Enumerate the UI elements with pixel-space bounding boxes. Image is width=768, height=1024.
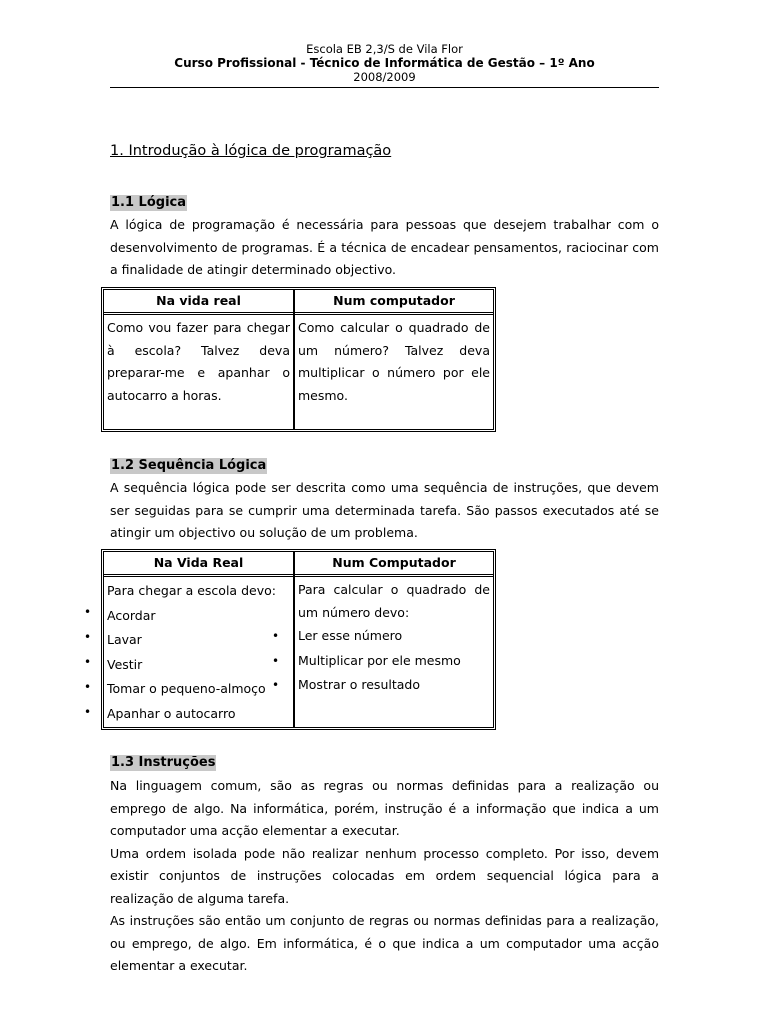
steps-list	[107, 604, 290, 727]
list-item: Vestir	[107, 656, 143, 672]
bullet-icon: •	[84, 605, 92, 619]
table-header-real-life: Na Vida Real	[104, 552, 293, 575]
section-paragraph	[110, 477, 659, 545]
section-heading-logica: 1.1 Lógica	[111, 195, 187, 210]
table-cell-computer: Como calcular o quadrado de um número? Talvez deva multiplicar o número por ele mesmo.	[298, 320, 490, 403]
table-column-computer	[294, 290, 493, 429]
list-item: Tomar o pequeno-almoço	[107, 681, 266, 696]
paragraph-text: Na linguagem comum, são as regras ou normas definidas para a realização ou emprego de algo. Na informática, porém, instrução é a informação que indica a um computador uma acção elementar a executar.	[110, 778, 659, 838]
paragraph-text: A sequência lógica pode ser descrita como uma sequência de instruções, que devem ser seguidas para se cumprir uma determinada tarefa. São passos executados até se atingir um objectivo ou solução de um problema.	[110, 480, 659, 540]
bullet-icon: •	[84, 630, 92, 644]
list-item: Apanhar o autocarro	[107, 705, 236, 721]
page-header	[110, 42, 659, 84]
header-underline	[104, 574, 293, 577]
list-item: Lavar	[107, 632, 142, 647]
section-heading-sequencia: 1.2 Sequência Lógica	[111, 458, 267, 473]
school-year: 2008/2009	[353, 70, 416, 84]
section-paragraph	[110, 214, 659, 282]
bullet-icon: •	[84, 680, 92, 694]
header-underline	[104, 312, 293, 315]
table-header-computer: Num computador	[295, 290, 493, 313]
bullet-icon: •	[272, 629, 280, 643]
header-underline	[295, 574, 493, 577]
table-cell-real-life	[107, 579, 290, 726]
table-column-real-life	[104, 552, 294, 727]
table-column-computer	[294, 552, 493, 727]
list-intro: Para calcular o quadrado de um número devo:	[298, 582, 490, 620]
list-item: Acordar	[107, 607, 156, 623]
section-paragraph	[110, 775, 659, 978]
table-header-real-life: Na vida real	[104, 290, 293, 313]
table-column-real-life	[104, 290, 294, 429]
school-name: Escola EB 2,3/S de Vila Flor	[306, 42, 463, 56]
chapter-title: 1. Introdução à lógica de programação	[110, 143, 392, 159]
list-item: Multiplicar por ele mesmo	[298, 652, 461, 668]
steps-list	[298, 624, 490, 698]
table-cell-real-life: Como vou fazer para chegar à escola? Talvez deva preparar-me e apanhar o autocarro a horas.	[107, 320, 290, 403]
paragraph-text: As instruções são então um conjunto de regras ou normas definidas para a realização, ou emprego, de algo. Em informática, é o que indica a um computador uma acção elementar a executar.	[110, 913, 659, 973]
list-item: Ler esse número	[298, 628, 403, 643]
bullet-icon: •	[272, 678, 280, 692]
list-intro: Para chegar a escola devo:	[107, 583, 276, 598]
section-heading-instrucoes: 1.3 Instruções	[111, 755, 216, 770]
bullet-icon: •	[84, 705, 92, 719]
course-name: Curso Profissional - Técnico de Informática de Gestão – 1º Ano	[174, 56, 595, 70]
header-underline	[295, 312, 493, 315]
bullet-icon: •	[272, 654, 280, 668]
paragraph-text: A lógica de programação é necessária para pessoas que desejem trabalhar com o desenvolvimento de programas. É a técnica de encadear pensamentos, raciocinar com a finalidade de atingir determinado objectivo.	[110, 217, 659, 277]
table-header-computer: Num Computador	[295, 552, 493, 575]
header-divider	[110, 87, 659, 88]
bullet-icon: •	[84, 655, 92, 669]
list-item: Mostrar o resultado	[298, 677, 420, 692]
comparison-table-1	[101, 287, 496, 432]
paragraph-text: Uma ordem isolada pode não realizar nenhum processo completo. Por isso, devem existir conjuntos de instruções colocadas em ordem sequencial lógica para a realização de alguma tarefa.	[110, 845, 659, 906]
table-cell-computer	[298, 579, 490, 698]
comparison-table-2	[101, 549, 496, 730]
